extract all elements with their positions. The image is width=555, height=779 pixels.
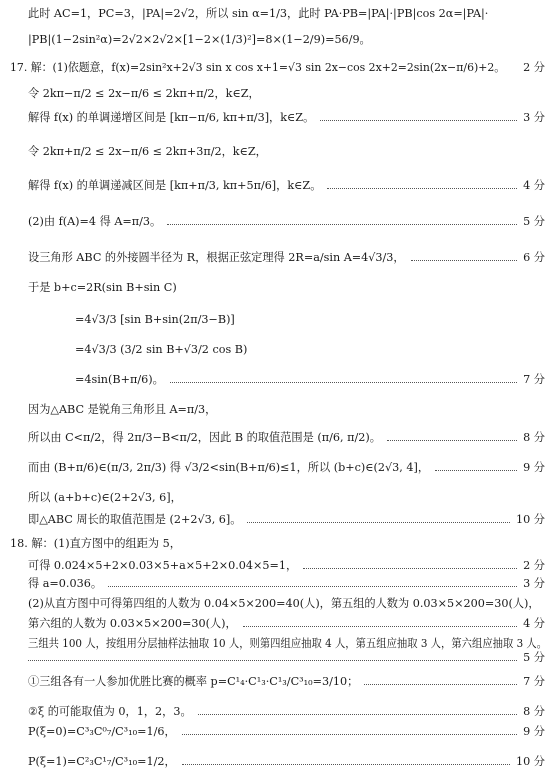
solution-line [0, 84, 555, 104]
line-text: 18. 解：(1)直方图中的组距为 5， [10, 537, 181, 550]
solution-line [0, 722, 555, 742]
solution-line [0, 176, 555, 196]
score-label: 6 分 [523, 251, 545, 264]
solution-line [0, 510, 555, 530]
line-text: |PB|(1−2sin²α)=2√2×2√2×[1−2×(1/3)²]=8×(1−2/9)=56/9。 [28, 33, 371, 46]
line-text: 此时 AC=1，PC=3，|PA|=2√2，所以 sin α=1/3，此时 PA·PB=|PA|·|PB|cos 2α=|PA|· [28, 7, 489, 20]
solution-line [0, 340, 555, 360]
line-text: 因为△ABC 是锐角三角形且 A=π/3， [28, 403, 217, 416]
line-text: ②ξ 的可能取值为 0，1，2，3。 [28, 705, 192, 718]
solution-line [0, 30, 555, 50]
dot-leader [198, 714, 517, 715]
solution-line [0, 488, 555, 508]
line-text: ①三组各有一人参加优胜比赛的概率 p=C¹₄·C¹₃·C¹₃/C³₁₀=3/10； [28, 675, 359, 688]
score-label: 9 分 [523, 725, 545, 738]
solution-line [0, 752, 555, 772]
line-text: 三组共 100 人，按组用分层抽样法抽取 10 人，则第四组应抽取 4 人，第五组应抽取 3 人，第六组应抽取 3 人。 [28, 637, 548, 650]
dot-leader [320, 120, 517, 121]
line-text: 令 2kπ+π/2 ≤ 2x−π/6 ≤ 2kπ+3π/2，k∈Z， [28, 145, 267, 158]
score-label: 8 分 [523, 705, 545, 718]
dot-leader [182, 734, 517, 735]
solution-line [0, 310, 555, 330]
score-label: 4 分 [523, 179, 545, 192]
score-label: 2 分 [523, 61, 545, 74]
line-text: (2)由 f(A)=4 得 A=π/3。 [28, 215, 162, 228]
dot-leader [247, 522, 510, 523]
line-text: 于是 b+c=2R(sin B+sin C) [28, 281, 177, 294]
score-label: 10 分 [516, 513, 545, 526]
line-text: (2)从直方图中可得第四组的人数为 0.04×5×200=40(人)，第五组的人数为 0.03×5×200=30(人)， [28, 597, 540, 610]
solution-line [0, 212, 555, 232]
line-text: 第六组的人数为 0.03×5×200=30(人)， [28, 617, 237, 630]
dot-leader [108, 586, 517, 587]
dot-leader [167, 224, 517, 225]
solution-line [0, 58, 555, 78]
line-text: 而由 (B+π/6)∈(π/3, 2π/3) 得 √3/2<sin(B+π/6)≤1，所以 (b+c)∈(2√3, 4]， [28, 461, 430, 474]
solution-line [0, 594, 555, 614]
score-label: 7 分 [523, 373, 545, 386]
solution-line [0, 556, 555, 576]
score-label: 4 分 [523, 617, 545, 630]
solution-line [0, 142, 555, 162]
solution-line [0, 614, 555, 634]
dot-leader [411, 260, 518, 261]
score-label: 3 分 [523, 111, 545, 124]
score-label: 3 分 [523, 577, 545, 590]
dot-leader [387, 440, 517, 441]
line-text: 所以由 C<π/2，得 2π/3−B<π/2，因此 B 的取值范围是 (π/6, π/2)。 [28, 431, 381, 444]
score-label: 7 分 [523, 675, 545, 688]
solution-line [0, 108, 555, 128]
line-text: =4√3/3 [sin B+sin(2π/3−B)] [75, 313, 235, 326]
line-text: =4√3/3 (3/2 sin B+√3/2 cos B) [75, 343, 248, 356]
solution-line [0, 4, 555, 24]
line-text: 17. 解：(1)依题意，f(x)=2sin²x+2√3 sin x cos x+1=√3 sin 2x−cos 2x+2=2sin(2x−π/6)+2。 [10, 61, 506, 74]
solution-line [0, 672, 555, 692]
score-label: 2 分 [523, 559, 545, 572]
score-label: 10 分 [516, 755, 545, 768]
solution-line [0, 458, 555, 478]
dot-leader [435, 470, 517, 471]
line-text: 即△ABC 周长的取值范围是 (2+2√3, 6]。 [28, 513, 242, 526]
dot-leader [243, 626, 517, 627]
solution-line [0, 400, 555, 420]
dot-leader [303, 568, 517, 569]
line-text: 所以 (a+b+c)∈(2+2√3, 6]， [28, 491, 182, 504]
score-label: 5 分 [523, 651, 545, 664]
solution-line [0, 574, 555, 594]
line-text: P(ξ=1)=C²₃C¹₇/C³₁₀=1/2， [28, 755, 176, 768]
solution-line [0, 278, 555, 298]
line-text: 解得 f(x) 的单调递减区间是 [kπ+π/3, kπ+5π/6]，k∈Z。 [28, 179, 322, 192]
dot-leader [170, 382, 517, 383]
dot-leader [182, 764, 510, 765]
line-text: P(ξ=0)=C³₃C⁰₇/C³₁₀=1/6， [28, 725, 176, 738]
line-text: 设三角形 ABC 的外接圆半径为 R，根据正弦定理得 2R=a/sin A=4√3/3， [28, 251, 405, 264]
line-text: 得 a=0.036。 [28, 577, 103, 590]
line-text: 令 2kπ−π/2 ≤ 2x−π/6 ≤ 2kπ+π/2，k∈Z， [28, 87, 260, 100]
dot-leader [327, 188, 517, 189]
line-text: =4sin(B+π/6)。 [75, 373, 164, 386]
solution-line [0, 702, 555, 722]
line-text: 可得 0.024×5+2×0.03×5+a×5+2×0.04×5=1， [28, 559, 298, 572]
score-label: 5 分 [523, 215, 545, 228]
solution-line [0, 248, 555, 268]
solution-line [0, 534, 555, 554]
solution-line [0, 428, 555, 448]
score-label: 9 分 [523, 461, 545, 474]
score-label: 8 分 [523, 431, 545, 444]
line-text: 解得 f(x) 的单调递增区间是 [kπ−π/6, kπ+π/3]，k∈Z。 [28, 111, 315, 124]
solution-line [0, 648, 555, 668]
dot-leader [364, 684, 517, 685]
dot-leader [28, 660, 517, 661]
solution-line [0, 370, 555, 390]
